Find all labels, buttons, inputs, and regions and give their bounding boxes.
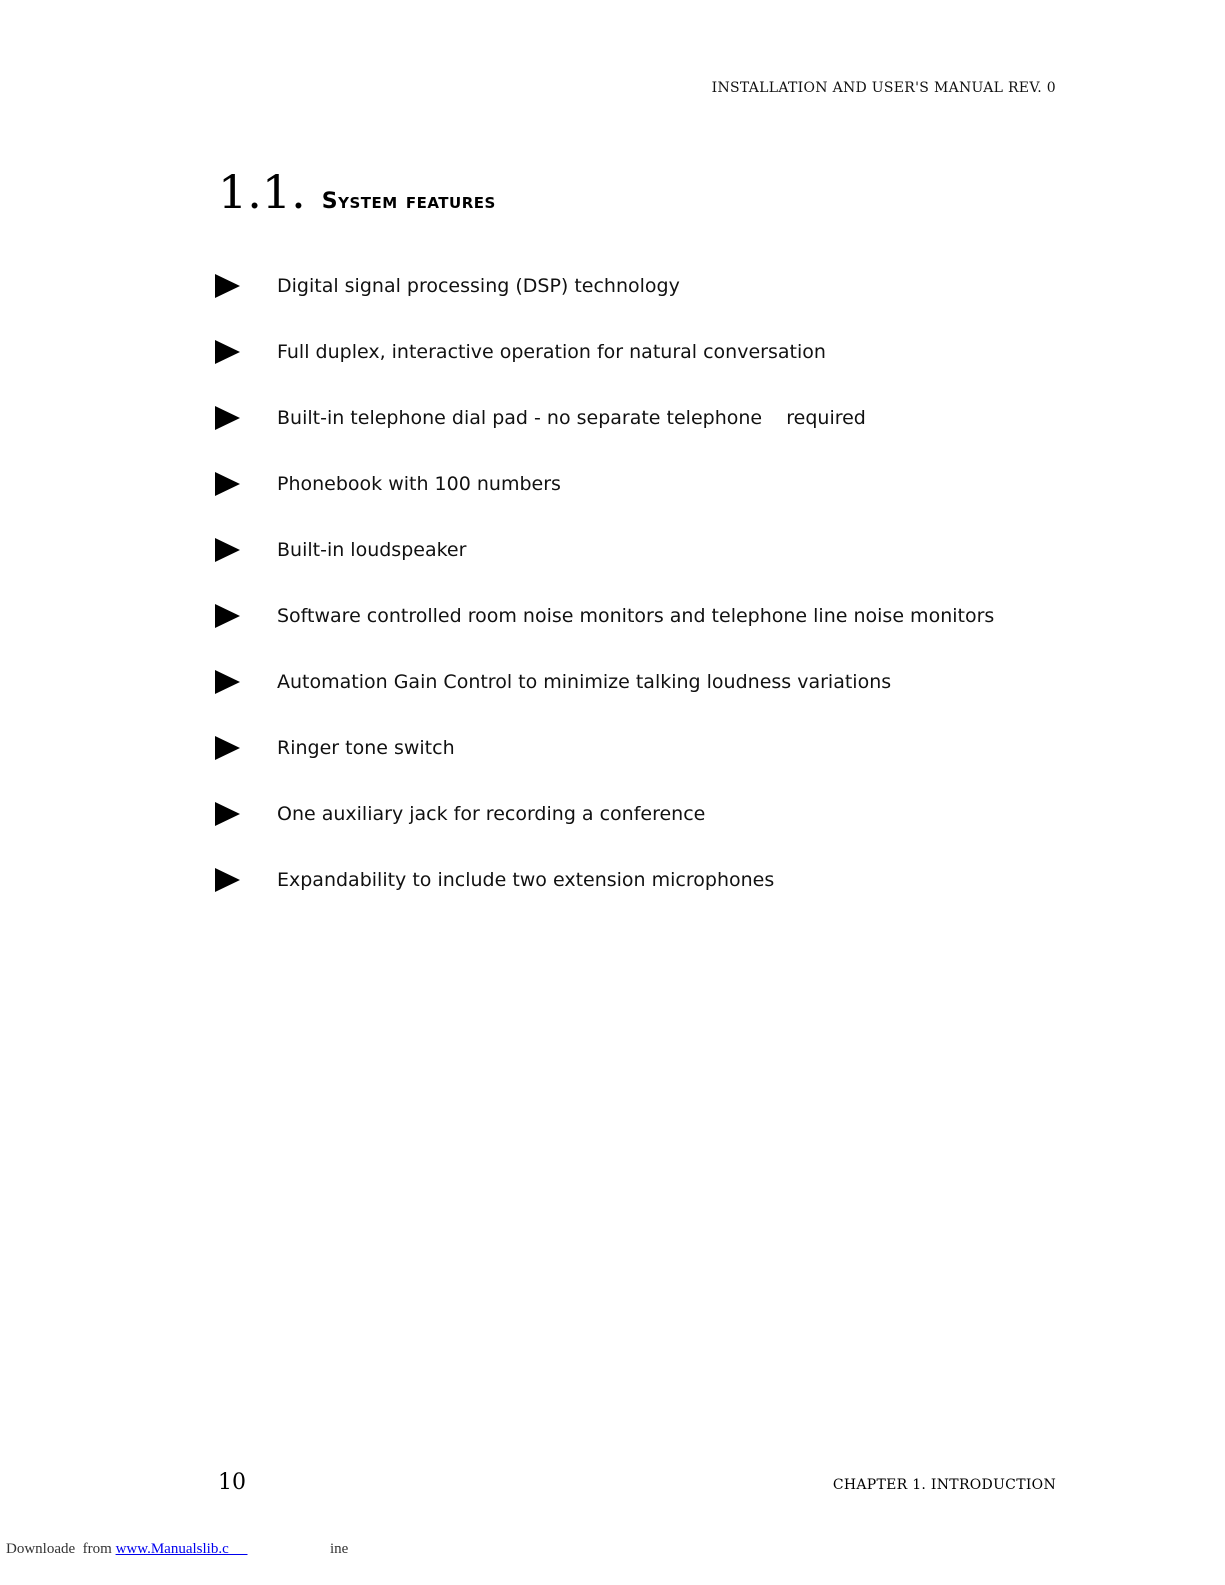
feature-text: Expandability to include two extension microphones [277,869,775,891]
feature-text: Automation Gain Control to minimize talking loudness variations [277,671,892,693]
feature-item [215,385,994,451]
feature-item [215,649,994,715]
section-number: 1.1. [218,165,306,219]
feature-item [215,847,994,913]
feature-item [215,517,994,583]
feature-item [215,781,994,847]
section-title: System features [321,189,496,214]
feature-text: Software controlled room noise monitors and telephone line noise monitors [277,605,995,627]
feature-text: Phonebook with 100 numbers [277,473,561,495]
feature-text: Built-in telephone dial pad - no separate telephone required [277,407,866,429]
feature-text: Full duplex, interactive operation for natural conversation [277,341,826,363]
triangle-bullet-icon [215,274,240,298]
triangle-bullet-icon [215,340,240,364]
feature-list [215,253,994,913]
triangle-bullet-icon [215,868,240,892]
section-heading [218,165,496,219]
feature-item [215,451,994,517]
page-number: 10 [218,1470,246,1495]
feature-text: Digital signal processing (DSP) technology [277,275,680,297]
chapter-footer: CHAPTER 1. INTRODUCTION [832,1477,1056,1493]
feature-text: One auxiliary jack for recording a conference [277,803,706,825]
triangle-bullet-icon [215,604,240,628]
feature-text: Ringer tone switch [277,737,455,759]
watermark-prefix: Downloade from [6,1541,116,1557]
download-watermark [6,1541,348,1558]
triangle-bullet-icon [215,670,240,694]
triangle-bullet-icon [215,406,240,430]
feature-item [215,583,994,649]
triangle-bullet-icon [215,802,240,826]
feature-item [215,715,994,781]
watermark-link[interactable]: www.Manualslib.c [115,1541,248,1557]
watermark-suffix: ine [247,1541,349,1557]
feature-text: Built-in loudspeaker [277,539,467,561]
feature-item [215,253,994,319]
triangle-bullet-icon [215,472,240,496]
triangle-bullet-icon [215,538,240,562]
feature-item [215,319,994,385]
running-header: INSTALLATION AND USER'S MANUAL REV. 0 [711,80,1056,96]
triangle-bullet-icon [215,736,240,760]
